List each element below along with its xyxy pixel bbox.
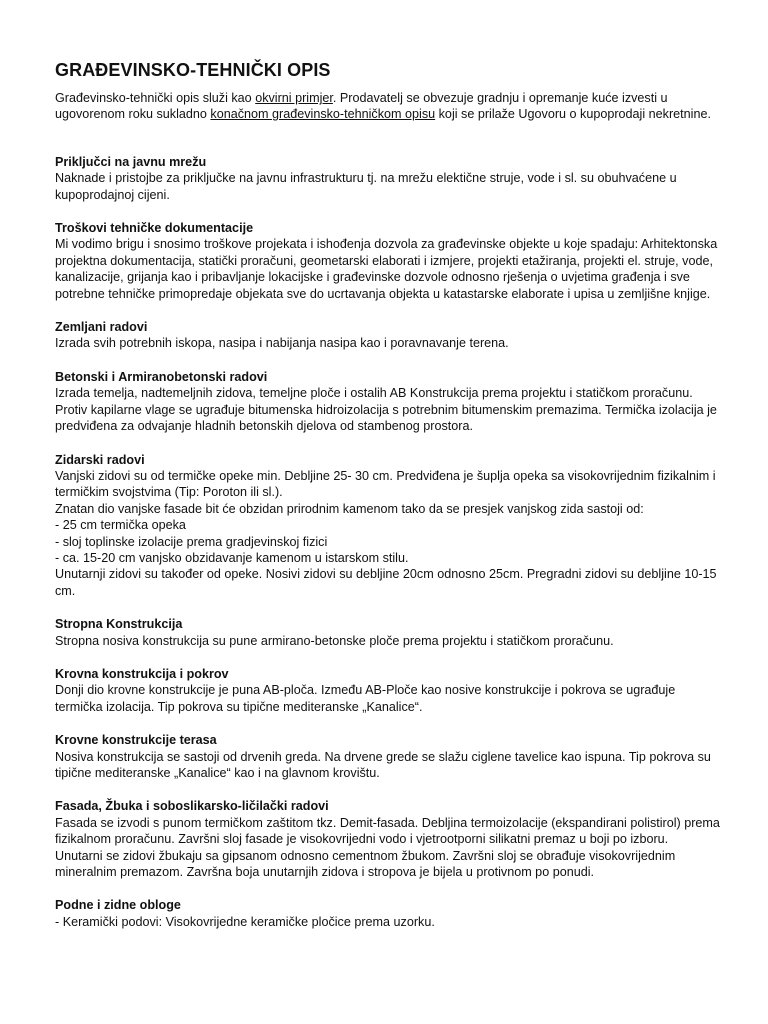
section-text: Nosiva konstrukcija se sastoji od drvenih greda. Na drvene grede se slažu ciglene tavelice kao ispuna. Tip pokrova su tipične mediteranske „Kanalice“ kao i na glavnom krovištu. bbox=[55, 749, 711, 780]
section-roof-construction bbox=[55, 666, 723, 715]
section-facade-plaster-painting bbox=[55, 798, 723, 880]
section-text: Izrada temelja, nadtemeljnih zidova, temeljne ploče i ostalih AB Konstrukcija prema projektu i statičkom proračunu. Protiv kapilarne vlage se ugrađuje bitumenska hidroizolacija s potrebnim bitumenskim premazima. Termička izolacija je predviđena za odvajanje hladnih betonskih djelova od stambenog prostora. bbox=[55, 386, 717, 434]
section-heading: Troškovi tehničke dokumentacije bbox=[55, 221, 254, 236]
intro-text-2: . Prodavatelj se obvezuje gradnju i opremanje kuće izvesti u ugovorenom roku sukladno bbox=[55, 91, 668, 122]
section-utility-connections bbox=[55, 154, 723, 203]
section-text: Unutarnji zidovi su također od opeke. Nosivi zidovi su debljine 20cm odnosno 25cm. Pregradni zidovi su debljine 10-15 cm. bbox=[55, 567, 717, 598]
intro-underlined-final-description: konačnom građevinsko-tehničkom opisu bbox=[210, 107, 436, 122]
intro-text-3: koji se prilaže Ugovoru o kupoprodaji nekretnine. bbox=[435, 107, 711, 122]
list-item: - ca. 15-20 cm vanjsko obzidavanje kamenom u istarskom stilu. bbox=[55, 550, 409, 565]
section-text: Donji dio krovne konstrukcije je puna AB-ploča. Između AB-Ploče kao nosive konstrukcije i pokrova se ugrađuje termička izolacija. Tip pokrova su tipične mediteranske „Kanalice“. bbox=[55, 683, 676, 714]
section-heading: Fasada, Žbuka i soboslikarsko-ličilački radovi bbox=[55, 799, 329, 814]
section-text: Izrada svih potrebnih iskopa, nasipa i nabijanja nasipa kao i poravnavanje terena. bbox=[55, 336, 509, 351]
section-terrace-roofs bbox=[55, 732, 723, 781]
section-heading: Krovne konstrukcije terasa bbox=[55, 733, 217, 748]
section-floor-wall-coverings bbox=[55, 897, 723, 930]
section-text: Stropna nosiva konstrukcija su pune armirano-betonske ploče prema projektu i statičkom proračunu. bbox=[55, 633, 614, 648]
section-masonry-works bbox=[55, 452, 723, 600]
section-heading: Podne i zidne obloge bbox=[55, 898, 181, 913]
section-heading: Zidarski radovi bbox=[55, 452, 145, 467]
list-item: - 25 cm termička opeka bbox=[55, 518, 186, 533]
intro-underlined-framework-example: okvirni primjer bbox=[255, 91, 333, 105]
section-heading: Krovna konstrukcija i pokrov bbox=[55, 666, 229, 681]
section-heading: Zemljani radovi bbox=[55, 320, 148, 335]
section-technical-documentation-costs bbox=[55, 220, 723, 302]
intro-paragraph bbox=[55, 90, 723, 123]
section-text: Fasada se izvodi s punom termičkom zaštitom tkz. Demit-fasada. Debljina termoizolacije (ekspandirani polistirol) prema fizikalnom proračunu. Završni sloj fasade je visokovrijedni vodo i vjetrootporni silikatni premaz u boji po izboru. bbox=[55, 815, 720, 847]
section-text: Mi vodimo brigu i snosimo troškove projekata i ishođenja dozvola za građevinske objekte u koje spadaju: Arhitektonska projektna dokumentacija, statički proračuni, geometarski elaborati i izmjere, projekti etažiranja, projekti el. struje, vode, kanalizacije, grijanja kao i pribavljanje lokacijske i građevinske dozvole odnosno rješenja o uvjetima građenja i sve potrebne tehničke primopredaje objekata sve do ucrtavanja objekta u katastarske elaborate i upisa u zemljišne knjige. bbox=[55, 237, 718, 301]
section-heading: Betonski i Armiranobetonski radovi bbox=[55, 369, 268, 384]
list-item: - sloj toplinske izolacije prema gradjevinskoj fizici bbox=[55, 534, 328, 549]
section-earthworks bbox=[55, 319, 723, 352]
list-item: - Keramički podovi: Visokovrijedne keramičke pločice prema uzorku. bbox=[55, 914, 435, 929]
section-text: Naknade i pristojbe za priključke na javnu infrastrukturu tj. na mrežu elektične struje, vode i sl. su obuhvaćene u kupoprodajnoj cijeni. bbox=[55, 171, 677, 202]
section-text: Vanjski zidovi su od termičke opeke min. Debljine 25- 30 cm. Predviđena je šuplja opeka sa visokovrijednim fizikalnim i termičkim svojstvima (Tip: Poroton ili sl.). bbox=[55, 468, 716, 500]
document-page bbox=[55, 58, 723, 930]
section-heading: Priključci na javnu mrežu bbox=[55, 154, 207, 169]
section-text: Znatan dio vanjske fasade bit će obzidan prirodnim kamenom tako da se presjek vanjskog zida sastoji od: bbox=[55, 501, 644, 516]
document-title: GRAĐEVINSKO-TEHNIČKI OPIS bbox=[55, 60, 331, 80]
section-heading: Stropna Konstrukcija bbox=[55, 617, 183, 632]
section-text: Unutarni se zidovi žbukaju sa gipsanom odnosno cementnom žbukom. Završni sloj se obrađuje visokovrijednim mineralnim premazom. Završna boja unutarnjih zidova i stropova je bijela u protivnom po ponudi. bbox=[55, 848, 676, 880]
section-ceiling-construction bbox=[55, 616, 723, 649]
intro-text-1: Građevinsko-tehnički opis služi kao bbox=[55, 91, 256, 105]
section-concrete-works bbox=[55, 369, 723, 435]
